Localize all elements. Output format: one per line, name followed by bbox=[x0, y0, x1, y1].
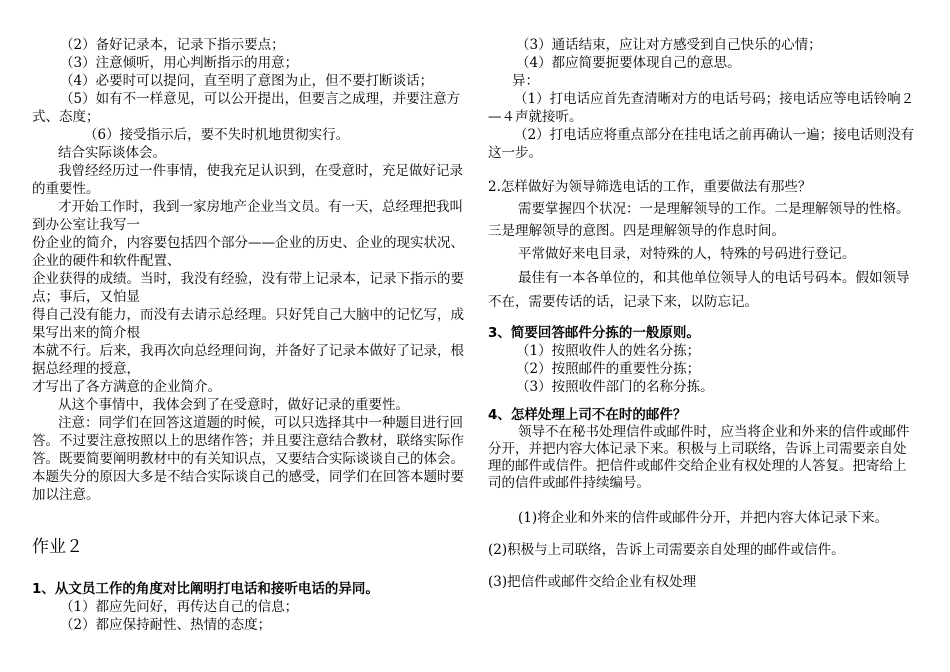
paragraph: 企业获得的成绩。当时，我没有经验，没有带上记录本，记录下指示的要点；事后，又怕显 bbox=[32, 271, 464, 305]
left-column bbox=[32, 36, 466, 634]
paragraph: 需要掌握四个状况：一是理解领导的工作。二是理解领导的性格。三是理解领导的意图。四是理解领导的作息时间。 bbox=[488, 201, 910, 239]
list-item: （3）通话结束，应让对方感受到自己快乐的心情； bbox=[516, 37, 822, 53]
list-item: （6）接受指示后，要不失时机地贯彻实行。 bbox=[84, 127, 350, 143]
list-item: （3）注意倾听，用心判断指示的用意； bbox=[60, 55, 299, 71]
paragraph: 最佳有一本各单位的，和其他单位领导人的电话号码本。假如领导不在，需要传话的话，记录下来，以防忘记。 bbox=[488, 270, 910, 310]
paragraph: 才开始工作时，我到一家房地产企业当文员。有一天，总经理把我叫到办公室让我写一 bbox=[32, 199, 463, 233]
list-item: （5）如有不一样意见，可以公开提出，但要言之成理，并要注意方式、态度； bbox=[32, 91, 461, 125]
paragraph: 平常做好来电目录，对特殊的人，特殊的号码进行登记。 bbox=[518, 246, 856, 262]
question-heading: 1、从文员工作的角度对比阐明打电话和接听电话的异同。 bbox=[32, 581, 379, 597]
paragraph: 我曾经经历过一件事情，使我充足认识到，在受意时，充足做好记录的重要性。 bbox=[32, 163, 463, 197]
list-item: （2）都应保持耐性、热情的态度； bbox=[60, 617, 272, 633]
list-item: （1）都应先问好，再传达自己的信息； bbox=[60, 599, 299, 615]
paragraph: 从这个事情中，我体会到了在受意时，做好记录的重要性。 bbox=[58, 397, 409, 413]
note-paragraph: 注意：同学们在回答这道题的时候，可以只选择其中一种题目进行回答。不过要注意按照以上的思绪作答；并且要注意结合教材，联络实际作答。既要简要阐明教材中的有关知识点，又要结合实际谈谈自己的体会。本题失分的原因大多是不结合实际谈自己的感受，同学们在回答本题时要加以注意。 bbox=[32, 415, 464, 503]
paragraph: 领导不在秘书处理信件或邮件时，应当将企业和外来的信件或邮件分开，并把内容大体记录下来。积极与上司联络，告诉上司需要亲自处理的邮件或信件。把信件或邮件交给企业有权处理的人答复。把寄给上司的信件或邮件持续编号。 bbox=[488, 424, 910, 491]
paragraph: 本就不行。后来，我再次向总经理问询，并备好了记录本做好了记录，根据总经理的授意， bbox=[32, 343, 464, 377]
list-item: （2）打电话应将重点部分在挂电话之前再确认一遍；接电话则没有这一步。 bbox=[488, 127, 915, 161]
question-heading: 2.怎样做好为领导筛选电话的工作，重要做法有那些？ bbox=[488, 179, 812, 195]
list-item: （2）按照邮件的重要性分拣； bbox=[516, 361, 701, 377]
list-item: （1）按照收件人的姓名分拣； bbox=[516, 343, 701, 359]
list-item: （4）必要时可以提问，直至明了意图为止，但不要打断谈话； bbox=[60, 73, 434, 89]
paragraph: 得自己没有能力，而没有去请示总经理。只好凭自己大脑中的记忆写，成果写出来的简介根 bbox=[32, 307, 464, 341]
list-item: （4）都应简要扼要体现自己的意思。 bbox=[516, 55, 741, 71]
list-item: （2）备好记录本，记录下指示要点； bbox=[60, 37, 285, 53]
list-item: （1）打电话应首先查清晰对方的电话号码；接电话应等电话铃响２—４声就接听。 bbox=[488, 91, 915, 125]
paragraph: 份企业的简介，内容要包括四个部分——企业的历史、企业的现实状况、企业的硬件和软件配置、 bbox=[32, 235, 464, 269]
paragraph: 才写出了各方满意的企业简介。 bbox=[32, 379, 221, 395]
list-item: （3）按照收件部门的名称分拣。 bbox=[516, 379, 714, 395]
paragraph: 结合实际谈体会。 bbox=[58, 145, 166, 161]
question-heading: 4、怎样处理上司不在时的邮件？ bbox=[488, 407, 687, 423]
question-heading: 3、简要回答邮件分拣的一般原则。 bbox=[488, 325, 700, 341]
label: 异： bbox=[512, 73, 539, 89]
paragraph: (1)将企业和外来的信件或邮件分开，并把内容大体记录下来。 (2)积极与上司联络，告诉上司需要亲自处理的邮件或信件。 (3)把信件或邮件交给企业有权处理 bbox=[488, 510, 922, 590]
section-heading: 作业２ bbox=[32, 537, 83, 557]
right-column bbox=[488, 36, 922, 598]
